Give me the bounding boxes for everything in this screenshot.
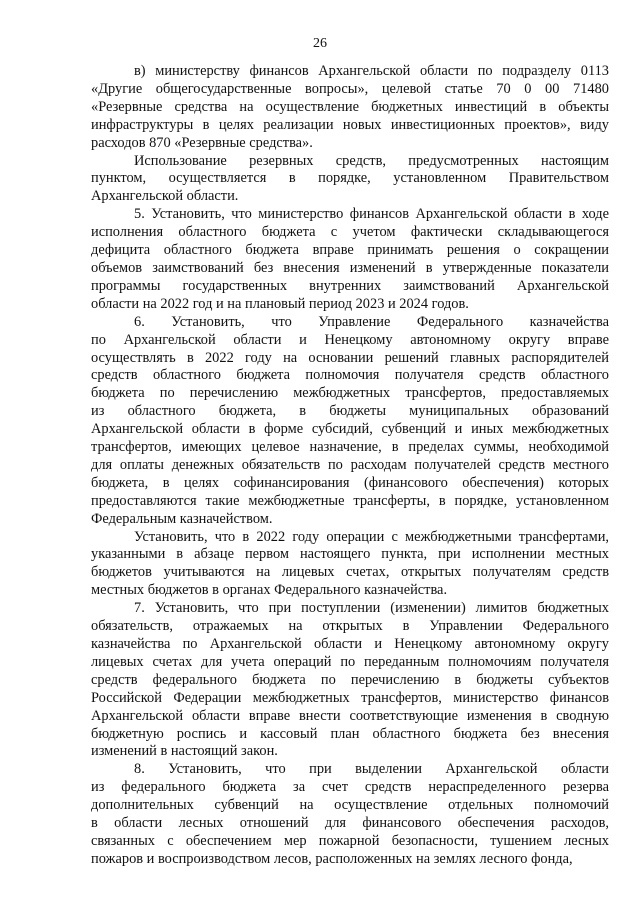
text-line: Федеральным казначейством. <box>91 510 273 527</box>
text-line: объемов заимствований без внесения изменений в утвержденные показатели <box>91 259 609 276</box>
paragraph <box>91 63 609 153</box>
document-body <box>91 63 609 869</box>
text-line: для оплаты денежных обязательств по расходам получателей средств местного <box>91 456 609 473</box>
text-line: инфраструктуры в целях реализации новых инвестиционных проектов», виду <box>91 116 609 133</box>
text-line: предоставляются такие межбюджетные трансферты, в порядке, установленном <box>91 492 609 509</box>
text-line: бюджета по перечислению межбюджетных трансфертов, предоставляемых <box>91 385 609 402</box>
text-line: 5. Установить, что министерство финансов Архангельской области в ходе <box>134 206 609 223</box>
text-line: «Резервные средства на осуществление бюджетных инвестиций в объекты <box>91 98 609 115</box>
text-line: обязательств, отражаемых на открытых в Управлении Федерального <box>91 618 609 635</box>
paragraph <box>91 314 609 529</box>
text-line: казначейства по Архангельской области и Ненецкому автономному округу <box>91 636 609 652</box>
text-line: Архангельской области в форме субсидий, субвенций и иных межбюджетных <box>91 421 609 438</box>
text-line: области на 2022 год и на плановый период 2023 и 2024 годов. <box>91 295 469 312</box>
paragraph <box>91 761 609 868</box>
text-line: исполнения областного бюджета с учетом фактически складывающегося <box>91 224 609 241</box>
text-line: бюджета, в целях софинансирования (финансового обеспечения) которых <box>91 474 609 491</box>
text-line: связанных с обеспечением мер пожарной безопасности, тушением лесных <box>91 832 609 849</box>
text-line: осуществлять в 2022 году на основании решений главных распорядителей <box>91 349 609 366</box>
text-line: в) министерству финансов Архангельской области по подразделу 0113 <box>134 63 609 79</box>
text-line: 6. Установить, что Управление Федерального казначейства <box>134 313 609 330</box>
paragraph <box>91 529 609 601</box>
text-line: из областного бюджета, в бюджеты муниципальных образований <box>91 403 609 420</box>
text-line: лицевых счетах для учета операций по переданным полномочиям получателя <box>91 653 609 670</box>
page-number: 26 <box>313 36 327 51</box>
text-line: дефицита областного бюджета вправе принимать решения о сокращении <box>91 242 609 259</box>
text-line: пунктом, осуществляется в порядке, установленном Правительством <box>91 170 609 187</box>
paragraph <box>91 600 609 761</box>
text-line: «Другие общегосударственные вопросы», целевой статье 70 0 00 71480 <box>91 80 609 97</box>
text-line: дополнительных субвенций на осуществление отдельных полномочий <box>91 797 609 814</box>
text-line: 7. Установить, что при поступлении (изменении) лимитов бюджетных <box>134 600 609 617</box>
text-line: программы государственных внутренних заимствований Архангельской <box>91 277 609 294</box>
paragraph <box>91 206 609 313</box>
text-line: 8. Установить, что при выделении Архангельской области <box>134 761 609 778</box>
text-line: Установить, что в 2022 году операции с межбюджетными трансфертами, <box>134 528 609 545</box>
text-line: указанными в абзаце первом настоящего пункта, при исполнении местных <box>91 546 609 563</box>
text-line: в области лесных отношений для финансового обеспечения расходов, <box>91 815 609 832</box>
text-line: бюджетную роспись и кассовый план областного бюджета без внесения <box>91 725 609 742</box>
text-line: средств областного бюджета полномочия получателя средств областного <box>91 367 609 384</box>
text-line: из федерального бюджета за счет средств нераспределенного резерва <box>91 779 609 796</box>
text-line: по Архангельской области и Ненецкому автономному округу вправе <box>91 331 609 348</box>
text-line: трансфертов, имеющих целевое назначение, в пределах суммы, необходимой <box>91 439 609 456</box>
text-line: расходов 870 «Резервные средства». <box>91 134 313 151</box>
text-line: изменений в настоящий закон. <box>91 743 278 760</box>
text-line: средств федерального бюджета по перечислению в бюджеты субъектов <box>91 671 609 688</box>
text-line: Архангельской области вправе внести соответствующие изменения в сводную <box>91 707 609 724</box>
text-line: бюджетов учитываются на лицевых счетах, открытых получателям средств <box>91 564 609 581</box>
text-line: местных бюджетов в органах Федерального казначейства. <box>91 582 448 599</box>
text-line: Российской Федерации межбюджетных трансфертов, министерство финансов <box>91 689 609 706</box>
paragraph <box>91 153 609 207</box>
text-line: Использование резервных средств, предусмотренных настоящим <box>134 152 609 169</box>
text-line: пожаров и воспроизводством лесов, расположенных на землях лесного фонда, <box>91 850 573 867</box>
text-line: Архангельской области. <box>91 188 239 205</box>
